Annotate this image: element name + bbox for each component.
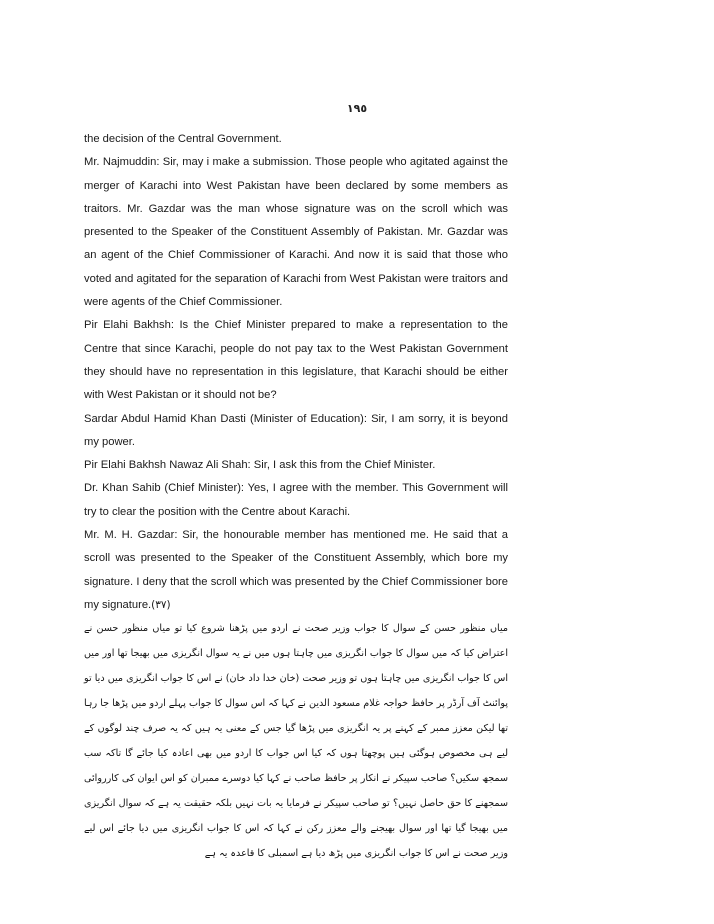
paragraph-khan-sahib: Dr. Khan Sahib (Chief Minister): Yes, I agree with the member. This Government will try to clear the position with the Centre about Karachi. — [84, 482, 508, 518]
citation-marker: (٣٧) — [151, 598, 171, 611]
paragraph-najmuddin: Mr. Najmuddin: Sir, may i make a submission. Those people who agitated against the merger of Karachi into West Pakistan have been declared by some members as traitors. Mr. Gazdar was the man whose signature was on the scroll which was presented to the Speaker of the Constituent Assembly of Pakistan. Mr. Gazdar was an agent of the Chief Commissioner of Karachi. And now it is said that those who voted and agitated for the separation of Karachi from West Pakistan were traitors and were agents of the Chief Commissioner. — [84, 156, 508, 309]
paragraph-dasti: Sardar Abdul Hamid Khan Dasti (Minister of Education): Sir, I am sorry, it is beyond my power. — [84, 412, 508, 448]
urdu-footnote — [84, 616, 508, 866]
paragraph-pir-elahi-bakhsh: Pir Elahi Bakhsh: Is the Chief Minister prepared to make a representation to the Centre that since Karachi, people do not pay tax to the West Pakistan Government they should have no representation in this legislature, that Karachi should be either with West Pakistan or it should not be? — [84, 319, 508, 402]
page-number: ١٩٥ — [346, 102, 368, 115]
paragraph-gazdar — [84, 524, 508, 617]
paragraph-gazdar-text: Mr. M. H. Gazdar: Sir, the honourable member has mentioned me. He said that a scroll was presented to the Speaker of the Constituent Assembly, which bore my signature. I deny that the scroll which was presented by the Chief Commissioner bore my signature. — [84, 529, 508, 611]
paragraph-nawaz-ali-shah: Pir Elahi Bakhsh Nawaz Ali Shah: Sir, I ask this from the Chief Minister. — [84, 459, 436, 472]
urdu-paragraph: میاں منظور حسن کے سوال کا جواب وزیر صحت نے اردو میں پڑھنا شروع کیا تو میاں منظور حسن نے اعتراض کیا کہ میں سوال کا جواب انگریزی میں چاہتا ہوں میں نے یہ سوال انگریزی میں بھیجا تھا اور میں اس کا جواب انگریزی میں چاہتا ہوں تو وزیر صحت (خان خدا داد خان) نے اس کا جواب انگریزی میں دیا تو پوائنٹ آف آرڈر پر حافظ خواجہ غلام مسعود الدین نے کہا کہ اس سوال کا جواب پہلے اردو میں پڑھا جا رہا تھا لیکن معزز ممبر کے کہنے پر یہ انگریزی میں پڑھا گیا جس کے معنی یہ ہیں کہ یہ صرف چند لوگوں کے لیے ہی مخصوص ہوگئی ہیں پوچھتا ہوں کہ کیا اس جواب کا اردو میں بھی اعادہ کیا جائے گا تاکہ سب سمجھ سکیں؟ صاحب سپیکر نے انکار پر حافظ صاحب نے کہا کیا دوسرے ممبران کو اس ایوان کی کارروائی سمجھنے کا حق حاصل نہیں؟ تو صاحب سپیکر نے فرمایا یہ بات نہیں بلکہ حقیقت یہ ہے کہ سوال انگریزی میں بھیجا گیا تھا اور سوال بھیجنے والے معزز رکن نے کہا کہ اس کا جواب انگریزی میں دیا جائے اس لیے وزیر صحت نے اس کا جواب انگریزی میں پڑھ دیا ہے اسمبلی کا قاعدہ یہ ہے — [84, 623, 508, 859]
english-transcript — [84, 128, 508, 617]
paragraph-decision: the decision of the Central Government. — [84, 133, 282, 145]
